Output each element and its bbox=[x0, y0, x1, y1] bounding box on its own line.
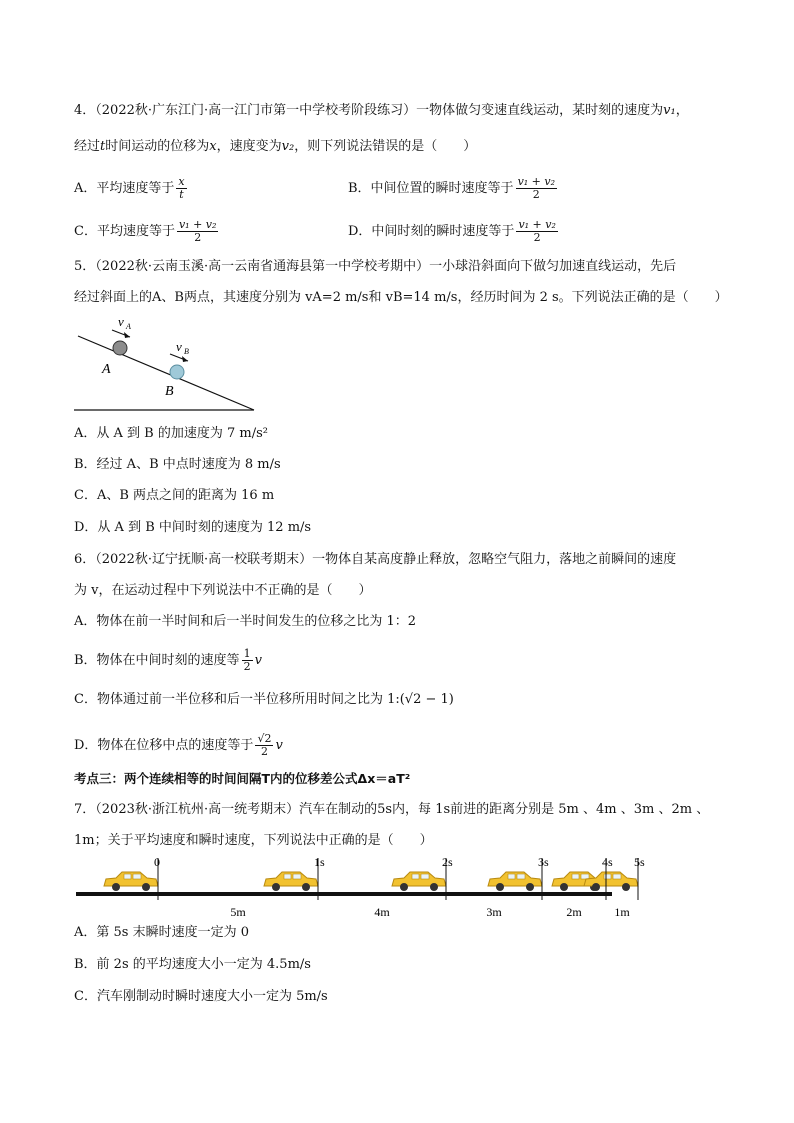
distance-label-1: 4m bbox=[374, 905, 390, 919]
time-label-1: 1s bbox=[314, 855, 325, 869]
q6-stem-line1: 6．（2022秋·辽宁抚顺·高一校联考期末）一物体自某高度静止释放，忽略空气阻力，落地之前瞬间的速度 bbox=[74, 552, 677, 567]
q6-option-b: B．物体在中间时刻的速度等 $\frac{1}{2}$ v bbox=[74, 647, 262, 673]
car-2 bbox=[392, 872, 446, 891]
q5-stem-line1: 5．（2022秋·云南玉溪·高一云南省通海县第一中学校考期中）一小球沿斜面向下做匀加速直线运动，先后 bbox=[74, 259, 677, 274]
q6-stem-line2: 为 v，在运动过程中下列说法中不正确的是（ ） bbox=[74, 583, 372, 598]
q7-stem-line2: 1m；关于平均速度和瞬时速度，下列说法中正确的是（ ） bbox=[74, 833, 433, 848]
q7-stem-line1: 7．（2023秋·浙江杭州·高一统考期末）汽车在制动的5s内，每 1s前进的距离分别是 5m 、4m 、3m 、2m 、 bbox=[74, 802, 710, 817]
q6-option-a: A．物体在前一半时间和后一半时间发生的位移之比为 1：2 bbox=[74, 614, 417, 629]
time-label-4: 4s bbox=[602, 855, 613, 869]
time-label-3: 3s bbox=[538, 855, 549, 869]
q7-braking-figure bbox=[70, 852, 645, 922]
q5-option-c: C．A、B 两点之间的距离为 16 m bbox=[74, 488, 275, 503]
q5-option-d: D．从 A 到 B 中间时刻的速度为 12 m/s bbox=[74, 520, 312, 535]
q7-option-a: A．第 5s 末瞬时速度一定为 0 bbox=[74, 925, 249, 940]
q4-option-a: A．平均速度等于 $\frac{x}{t}$ bbox=[74, 175, 185, 201]
section-header-3: 考点三：两个连续相等的时间间隔T内的位移差公式Δx＝aT² bbox=[74, 771, 411, 786]
q7-option-c: C．汽车刚制动时瞬时速度大小一定为 5m/s bbox=[74, 989, 328, 1004]
time-label-2: 2s bbox=[442, 855, 453, 869]
car-0 bbox=[104, 872, 158, 891]
distance-label-0: 5m bbox=[230, 905, 246, 919]
q5-option-b: B．经过 A、B 中点时速度为 8 m/s bbox=[74, 457, 281, 472]
q5-option-a: A．从 A 到 B 的加速度为 7 m/s² bbox=[74, 426, 268, 441]
time-label-5: 5s bbox=[634, 855, 645, 869]
q7-option-b: B．前 2s 的平均速度大小一定为 4.5m/s bbox=[74, 957, 311, 972]
q6-option-c: C．物体通过前一半位移和后一半位移所用时间之比为 1:(√2 − 1) bbox=[74, 692, 454, 707]
car-3 bbox=[488, 872, 542, 891]
road-track bbox=[76, 892, 612, 896]
distance-label-3: 2m bbox=[566, 905, 582, 919]
velocity-b-arrow-head bbox=[182, 356, 188, 362]
distance-label-2: 3m bbox=[486, 905, 502, 919]
distance-label-4: 1m bbox=[614, 905, 630, 919]
q4-stem-line1: 4．（2022秋·广东江门·高一江门市第一中学校考阶段练习）一物体做匀变速直线运动，某时刻的速度为v₁， bbox=[74, 103, 689, 118]
q6-option-d: D．物体在位移中点的速度等于 $\frac{√2}{2}$ v bbox=[74, 732, 283, 758]
label-point-a: A bbox=[102, 362, 111, 377]
ball-b bbox=[170, 365, 184, 379]
q5-incline-figure bbox=[70, 310, 270, 415]
label-vb: v bbox=[176, 339, 182, 354]
car-1 bbox=[264, 872, 318, 891]
q4-option-c: C．平均速度等于 $\frac{\text{v₁ + v₂}}{2}$ bbox=[74, 218, 217, 244]
q5-stem-line2: 经过斜面上的A、B两点，其速度分别为 vA=2 m/s和 vB=14 m/s，经历时间为 2 s。下列说法正确的是（ ） bbox=[74, 290, 728, 305]
label-vb-sub: B bbox=[184, 347, 189, 356]
q4-option-d: D．中间时刻的瞬时速度等于 $\frac{\text{v₁ + v₂}}{2}$ bbox=[348, 218, 556, 244]
q4-stem-line2: 经过t时间运动的位移为x，速度变为v₂，则下列说法错误的是（ ） bbox=[74, 139, 477, 154]
time-label-0: 0 bbox=[154, 855, 160, 869]
label-va-sub: A bbox=[126, 322, 131, 331]
velocity-a-arrow-head bbox=[124, 332, 130, 338]
q4-option-b: B．中间位置的瞬时速度等于 $\frac{\text{v₁ + v₂}}{2}$ bbox=[348, 175, 556, 201]
label-point-b: B bbox=[165, 384, 174, 399]
ball-a bbox=[113, 341, 127, 355]
label-va: v bbox=[118, 314, 124, 329]
